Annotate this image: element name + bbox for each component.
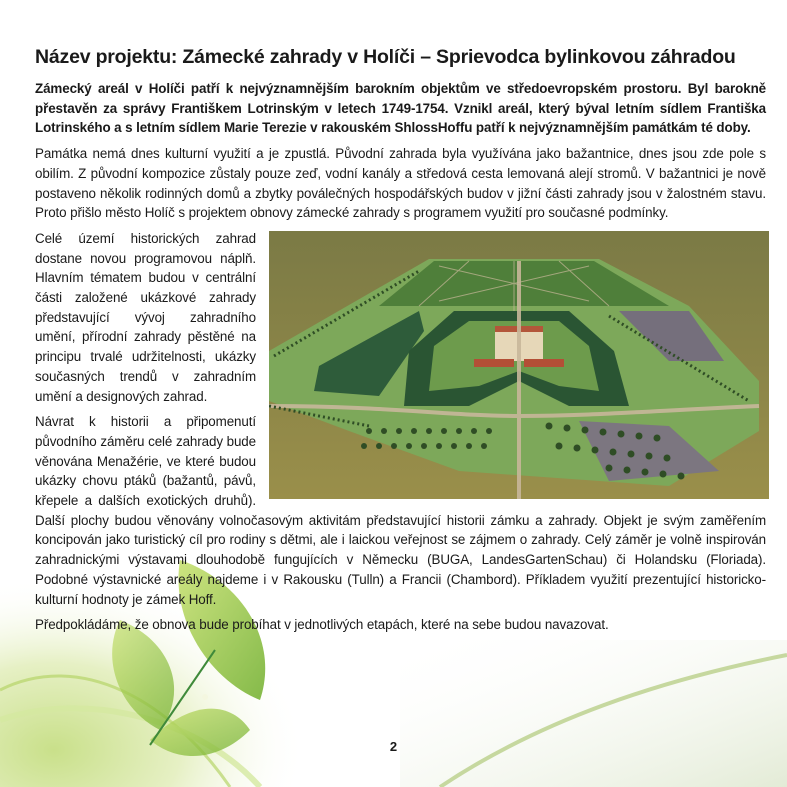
garden-render [269,231,769,499]
page-title [35,44,766,70]
title-label: Název projektu: [35,46,178,68]
body-paragraph: Předpokládáme, že obnova bude probíhat v jednotlivých etapách, které na sebe budou navazovat. [35,617,609,633]
outbuilding-roof [524,359,564,367]
sparkle-dot [202,694,208,700]
body-paragraph: Návrat k historii a připomenutí původního záměru celé zahrady bude věnována Menažérie, ve které budou ukázky chovu ptáků (bažantů, pávů, křepele a dalších exotických druhů). Další plochy budou věnovány volnočasovým aktivitám představující historii zámku a zahrady. Objekt je svým zaměřením koncipován jako turistický cíl pro rodiny s dětmi, ale i laickou veřejnost se zájmem o zahrady. Celý záměr je volně inspirován zahradnickými výstavami dlouhodobě fungujících v Německu (BUGA, LandesGartenSchau) či Holandsku (Floriada). Podobné výstavnické areály najdeme i v Rakousku (Tulln) a Francii (Chambord). Příkladem využití prezentující historicko-kulturní hodnoty je zámek Hoff. [35,414,766,607]
intro-paragraph: Zámecký areál v Holíči patří k nejvýznamnějším barokním objektům ve středoevropském prostoru. Byl barokně přestavěn za správy Františkem Lotrinským v letech 1749-1754. Vznikl areál, který býval letním sídlem Františka Lotrinského a s letním sídlem Marie Terezie v rakouském ShlossHoffu patří k nejvýznamnějším památkám té doby. [35,81,766,136]
document-page [35,44,766,641]
page-number: 2 [389,739,398,754]
body-paragraph: Celé území historických zahrad dostane novou programovou náplň. Hlavním tématem budou v centrální části založené ukázkové zahrady představující vývoj zahradního umění, přírodní zahrady pěstěné na principu trvalé udržitelnosti, ukázky současných trendů v zahradním umění a designových zahrad. [35,230,256,404]
pale-glow-right [400,640,787,787]
body-paragraph: Památka nemá dnes kulturní využití a je zpustlá. Původní zahrada byla využívána jako bažantnice, dnes jsou zde pole s obilím. Z původní kompozice zůstaly pouze zeď, vodní kanály a středová cesta lemovaná alejí stromů. V bažantnici je nově postaveno několik rodinných domů a zbytky poválečných hospodářských budov v jižní části zahrady jsou v žalostném stavu. Proto přišlo město Holíč s projektem obnovy zámecké zahrady s programem využití pro současné podmínky. [35,146,766,221]
outbuilding-roof [474,359,514,367]
title-text: Zámecké zahrady v Holíči – Sprievodca bylinkovou záhradou [177,46,736,68]
garden-visualization-image [269,231,769,499]
